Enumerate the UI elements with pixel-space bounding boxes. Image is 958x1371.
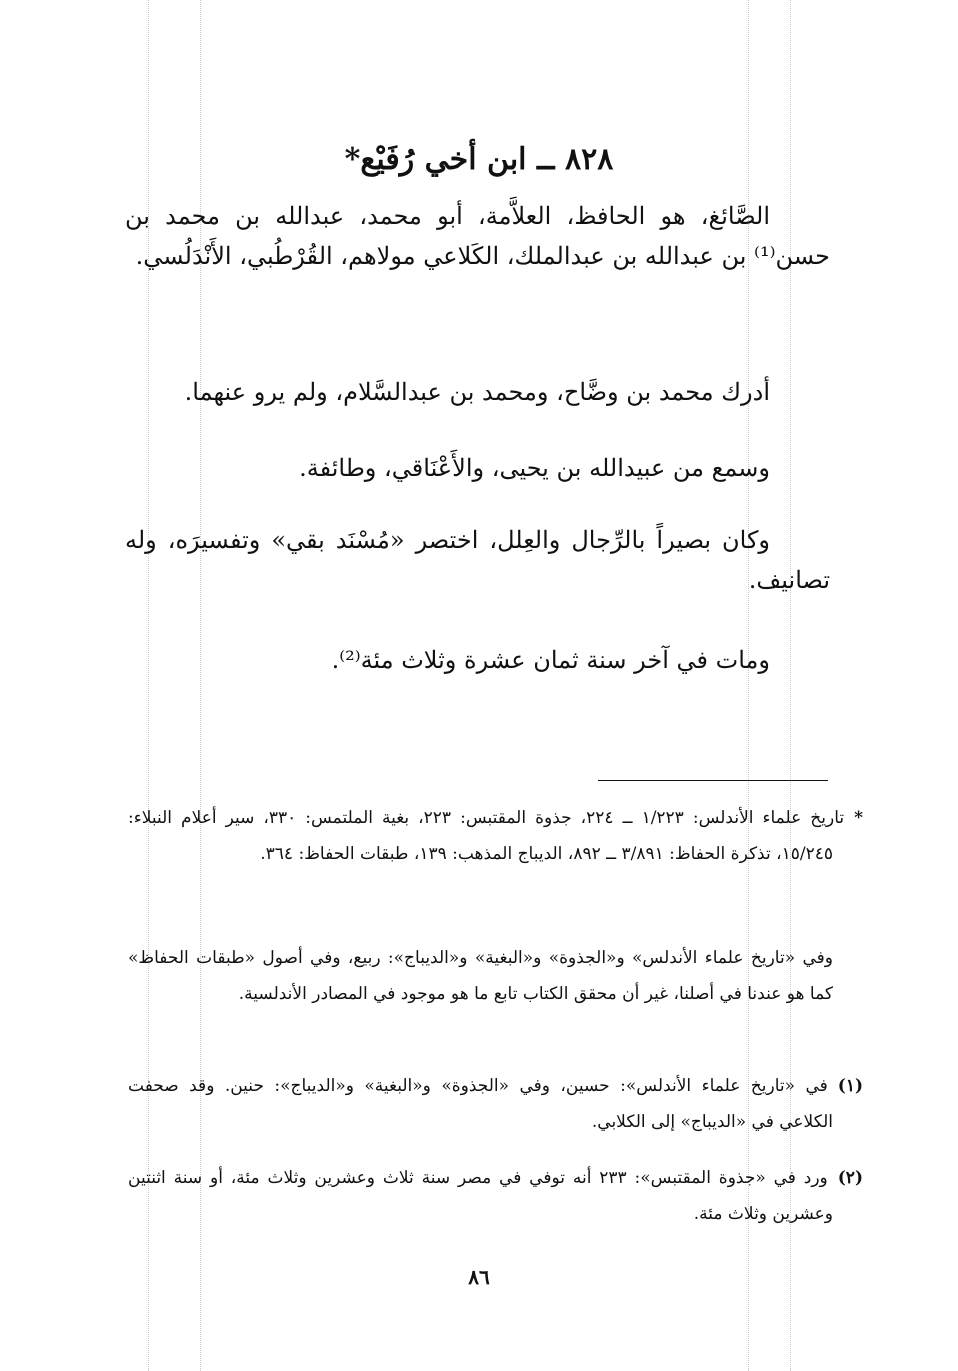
- footnote-divider: [598, 780, 828, 781]
- page-number: ٨٦: [468, 1265, 490, 1289]
- biography-paragraph: وكان بصيراً بالرِّجال والعِلل، اختصر «مُسْنَد بقي» وتفسيرَه، وله تصانيف.: [125, 526, 830, 594]
- footnote-sources-note: وفي «تاريخ علماء الأندلس» و«الجذوة» و«البغية» و«الديباج»: ربيع، وفي أصول «طبقات الحفاظ» كما هو عندنا في أصلنا، غير أن محقق الكتاب تابع ما هو موجود في المصادر الأندلسية.: [128, 948, 833, 1004]
- biography-paragraph: ومات في آخر سنة ثمان عشرة وثلاث مئة⁽²⁾.: [331, 646, 770, 674]
- footnote-1-text: في «تاريخ علماء الأندلس»: حسين، وفي «الجذوة» و«البغية» و«الديباج»: حنين. وقد صحفت الكلاعي في «الديباج» إلى الكلابي.: [128, 1076, 833, 1132]
- entry-title: ٨٢٨ ــ ابن أخي رُفَيْع*: [344, 142, 614, 178]
- footnote-star-marker: *: [854, 808, 864, 828]
- footnote-1: [128, 1068, 863, 1140]
- biography-paragraph: الصَّائغ، هو الحافظ، العلاَّمة، أبو محمد، عبدالله بن محمد بن حسن⁽¹⁾ بن عبدالله بن عبدالملك، الكَلاعي مولاهم، القُرْطُبي، الأَنْدَلُسي.: [125, 202, 830, 270]
- footnote-1-marker: (١): [837, 1076, 863, 1096]
- biography-paragraph: وسمع من عبيدالله بن يحيى، والأَعْنَاقي، وطائفة.: [299, 454, 770, 482]
- footnote-2: [128, 1160, 863, 1232]
- footnote-2-text: ورد في «جذوة المقتبس»: ٢٣٣ أنه توفي في مصر سنة ثلاث وعشرين وثلاث مئة، أو سنة اثنتين وعشرين وثلاث مئة.: [128, 1168, 833, 1224]
- footnote-sources-text: تاريخ علماء الأندلس: ١/٢٢٣ ــ ٢٢٤، جذوة المقتبس: ٢٢٣، بغية الملتمس: ٣٣٠، سير أعلام النبلاء: ١٥/٢٤٥، تذكرة الحفاظ: ٣/٨٩١ ــ ٨٩٢، الديباج المذهب: ١٣٩، طبقات الحفاظ: ٣٦٤.: [128, 808, 845, 864]
- footnote-sources: [128, 800, 863, 872]
- biography-paragraph: أدرك محمد بن وضَّاح، ومحمد بن عبدالسَّلام، ولم يرو عنهما.: [184, 378, 770, 406]
- footnote-2-marker: (٢): [837, 1168, 863, 1188]
